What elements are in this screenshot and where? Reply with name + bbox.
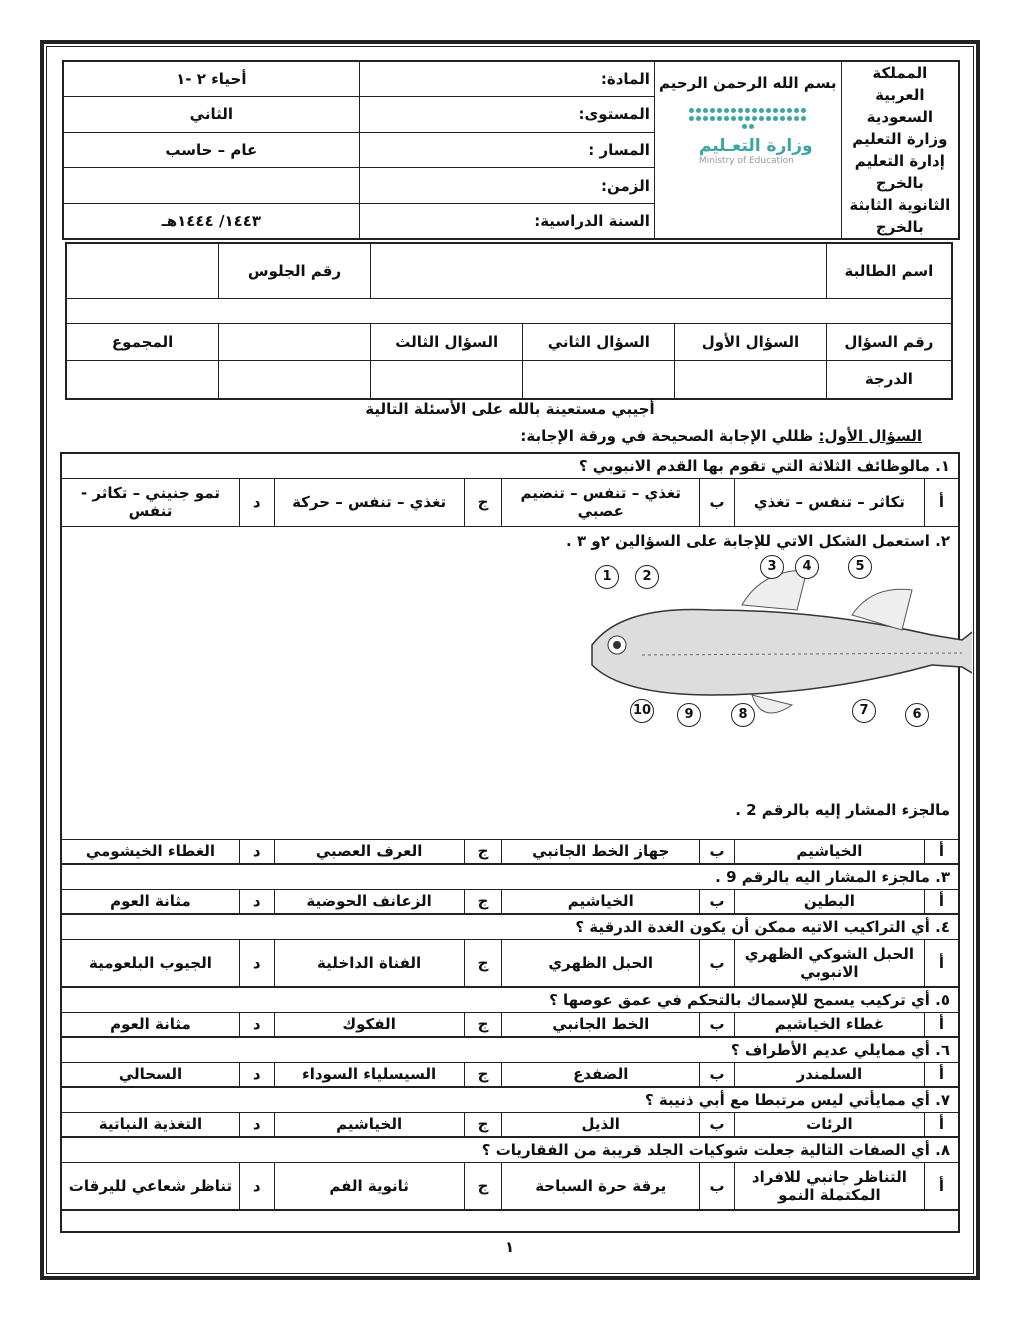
option-1[interactable]: الضفدع <box>502 1062 700 1087</box>
option-0[interactable]: غطاء الخياشيم <box>734 1012 924 1037</box>
option-letter: أ <box>924 1012 959 1037</box>
figure-cell <box>61 526 959 839</box>
section-text: ظللي الإجابة الصحيحة في ورقة الإجابة: <box>520 427 819 445</box>
option-letter: د <box>239 839 274 864</box>
figure-intro: ٢. استعمل الشكل الاتي للإجابة على السؤالين ٢و ٣ . <box>566 531 950 550</box>
page-number: ١ <box>505 1238 515 1256</box>
option-letter: د <box>239 889 274 914</box>
option-letter: ب <box>700 1062 735 1087</box>
option-0[interactable]: الحبل الشوكي الظهري الانبوبي <box>734 939 924 987</box>
options-row <box>61 478 959 526</box>
figure-label-4: 4 <box>795 555 819 579</box>
option-letter: أ <box>924 889 959 914</box>
figure-label-1: 1 <box>595 565 619 589</box>
option-2[interactable]: الفكوك <box>274 1012 464 1037</box>
option-letter: د <box>239 939 274 987</box>
options-row <box>61 1112 959 1137</box>
option-letter: أ <box>924 939 959 987</box>
figure-label-2: 2 <box>635 565 659 589</box>
header-field-label: الزمن: <box>359 168 654 204</box>
questions-table <box>60 452 960 1233</box>
option-2[interactable]: العرف العصبي <box>274 839 464 864</box>
option-letter: ب <box>700 939 735 987</box>
option-2[interactable]: الخياشيم <box>274 1112 464 1137</box>
option-3[interactable]: مثانة العوم <box>61 1012 239 1037</box>
basmala: بسم الله الرحمن الرحيم <box>658 74 837 92</box>
option-letter: ب <box>700 1012 735 1037</box>
option-letter: د <box>239 478 274 526</box>
ministry-block <box>841 61 959 239</box>
header-field-label: المادة: <box>359 61 654 97</box>
option-0[interactable]: السلمندر <box>734 1062 924 1087</box>
option-letter: أ <box>924 839 959 864</box>
options-row <box>61 839 959 864</box>
option-letter: ج <box>464 1112 502 1137</box>
option-1[interactable]: الخط الجانبي <box>502 1012 700 1037</box>
ministry-logo-icon <box>659 106 837 167</box>
option-letter: ب <box>700 478 735 526</box>
option-letter: د <box>239 1112 274 1137</box>
option-letter: ج <box>464 1012 502 1037</box>
option-2[interactable]: السيسلياء السوداء <box>274 1062 464 1087</box>
option-1[interactable]: جهاز الخط الجانبي <box>502 839 700 864</box>
option-0[interactable]: الرئات <box>734 1112 924 1137</box>
option-0[interactable]: التناظر جانبي للافراد المكتملة النمو <box>734 1162 924 1210</box>
instruction: أجيبي مستعينة بالله على الأسئلة التالية <box>365 400 655 418</box>
header-field-value: الثاني <box>63 97 359 133</box>
logo-block <box>654 61 841 239</box>
option-letter: ج <box>464 1162 502 1210</box>
option-3[interactable]: تناظر شعاعي لليرقات <box>61 1162 239 1210</box>
header-field-value: عام – حاسب <box>63 132 359 168</box>
student-name-label: اسم الطالبة <box>826 243 952 298</box>
figure-label-9: 9 <box>677 703 701 727</box>
option-0[interactable]: البطين <box>734 889 924 914</box>
student-info-table <box>65 242 953 400</box>
option-3[interactable]: الجيوب البلعومية <box>61 939 239 987</box>
seat-number-label: رقم الجلوس <box>219 243 371 298</box>
options-row <box>61 1162 959 1210</box>
option-letter: د <box>239 1062 274 1087</box>
question-text: ٨. أي الصفات التالية جعلت شوكيات الجلد قريبة من الفقاريات ؟ <box>61 1137 959 1162</box>
option-1[interactable]: يرقة حرة السباحة <box>502 1162 700 1210</box>
option-3[interactable]: تمو جنيني – تكاثر - تنفس <box>61 478 239 526</box>
header-field-label: السنة الدراسية: <box>359 203 654 239</box>
question-text: ٧. أي ممايأتي ليس مرتبطا مع أبي ذنيبة ؟ <box>61 1087 959 1112</box>
ministry-line: وزارة التعليم <box>852 130 948 148</box>
figure-label-3: 3 <box>760 555 784 579</box>
figure-label-10: 10 <box>630 699 654 723</box>
option-2[interactable]: ثانوية الفم <box>274 1162 464 1210</box>
grade-cell[interactable] <box>219 360 371 399</box>
option-letter: أ <box>924 1162 959 1210</box>
option-0[interactable]: الخياشيم <box>734 839 924 864</box>
header-field-value: ١٤٤٣/ ١٤٤٤هـ <box>63 203 359 239</box>
option-letter: د <box>239 1162 274 1210</box>
question-text: ٦. أي ممايلي عديم الأطراف ؟ <box>61 1037 959 1062</box>
figure-label-8: 8 <box>731 703 755 727</box>
figure-label-7: 7 <box>852 699 876 723</box>
option-3[interactable]: مثانة العوم <box>61 889 239 914</box>
option-letter: ج <box>464 889 502 914</box>
option-letter: د <box>239 1012 274 1037</box>
grade-header <box>219 323 371 360</box>
option-3[interactable]: التغذية النباتية <box>61 1112 239 1137</box>
header-table <box>62 60 960 240</box>
student-name-field[interactable] <box>370 243 826 298</box>
grade-header: المجموع <box>66 323 219 360</box>
option-letter: ج <box>464 939 502 987</box>
spacer-row <box>66 298 952 323</box>
header-field-label: المستوى: <box>359 97 654 133</box>
options-row <box>61 1012 959 1037</box>
option-letter: أ <box>924 1112 959 1137</box>
figure-label-6: 6 <box>905 703 929 727</box>
ministry-line: إدارة التعليم بالخرج <box>854 152 945 192</box>
figure-label-5: 5 <box>848 555 872 579</box>
option-letter: أ <box>924 1062 959 1087</box>
grade-cell[interactable] <box>66 360 219 399</box>
grade-header: السؤال الثالث <box>370 323 523 360</box>
grade-header: السؤال الأول <box>675 323 827 360</box>
option-letter: أ <box>924 478 959 526</box>
header-field-value: أحياء ٢ -١ <box>63 61 359 97</box>
section-title <box>520 427 922 445</box>
option-3[interactable]: الغطاء الخيشومي <box>61 839 239 864</box>
grade-cell[interactable] <box>675 360 827 399</box>
option-letter: ج <box>464 839 502 864</box>
question-text: ٣. مالجزء المشار اليه بالرقم 9 . <box>61 864 959 889</box>
option-2[interactable]: تغذي – تنفس – حركة <box>274 478 464 526</box>
section-label: السؤال الأول: <box>818 427 922 445</box>
ministry-line: المملكة العربية السعودية <box>866 64 933 126</box>
option-1[interactable]: الذيل <box>502 1112 700 1137</box>
options-row <box>61 939 959 987</box>
options-row <box>61 889 959 914</box>
option-1[interactable]: الخياشيم <box>502 889 700 914</box>
option-letter: ج <box>464 478 502 526</box>
option-letter: ج <box>464 1062 502 1087</box>
ministry-line: الثانوية الثابثة بالخرج <box>849 196 951 236</box>
grade-cell[interactable] <box>523 360 675 399</box>
grade-cell[interactable] <box>370 360 523 399</box>
logo-text-ar: وزارة التعـليم <box>698 136 813 156</box>
grade-header: رقم السؤال <box>826 323 952 360</box>
option-letter: ب <box>700 1162 735 1210</box>
option-2[interactable]: الفناة الداخلية <box>274 939 464 987</box>
option-1[interactable]: الحبل الظهري <box>502 939 700 987</box>
option-0[interactable]: تكاثر – تنفس – تغذي <box>734 478 924 526</box>
option-letter: ب <box>700 839 735 864</box>
blank-row <box>61 1210 959 1232</box>
header-field-value <box>63 168 359 204</box>
question-text: ١. مالوظائف الثلاثة التي تقوم بها القدم الانبوبي ؟ <box>61 453 959 478</box>
question-text: مالجزء المشار إليه بالرقم 2 . <box>735 800 950 819</box>
options-row <box>61 1062 959 1087</box>
question-text: ٤. أي التراكيب الاتيه ممكن أن يكون الغدة الدرقية ؟ <box>61 914 959 939</box>
option-letter: ب <box>700 1112 735 1137</box>
option-3[interactable]: السحالي <box>61 1062 239 1087</box>
question-text: ٥. أي تركيب يسمح للإسماك بالتحكم في عمق عوصها ؟ <box>61 987 959 1012</box>
header-field-label: المسار : <box>359 132 654 168</box>
option-1[interactable]: تغذي – تنفس – تنضيم عصبي <box>502 478 700 526</box>
option-letter: ب <box>700 889 735 914</box>
option-2[interactable]: الزعانف الحوضية <box>274 889 464 914</box>
grade-row-label: الدرجة <box>826 360 952 399</box>
seat-number-field[interactable] <box>66 243 219 298</box>
grade-header: السؤال الثاني <box>523 323 675 360</box>
logo-text-en: Ministry of Education <box>698 156 794 167</box>
